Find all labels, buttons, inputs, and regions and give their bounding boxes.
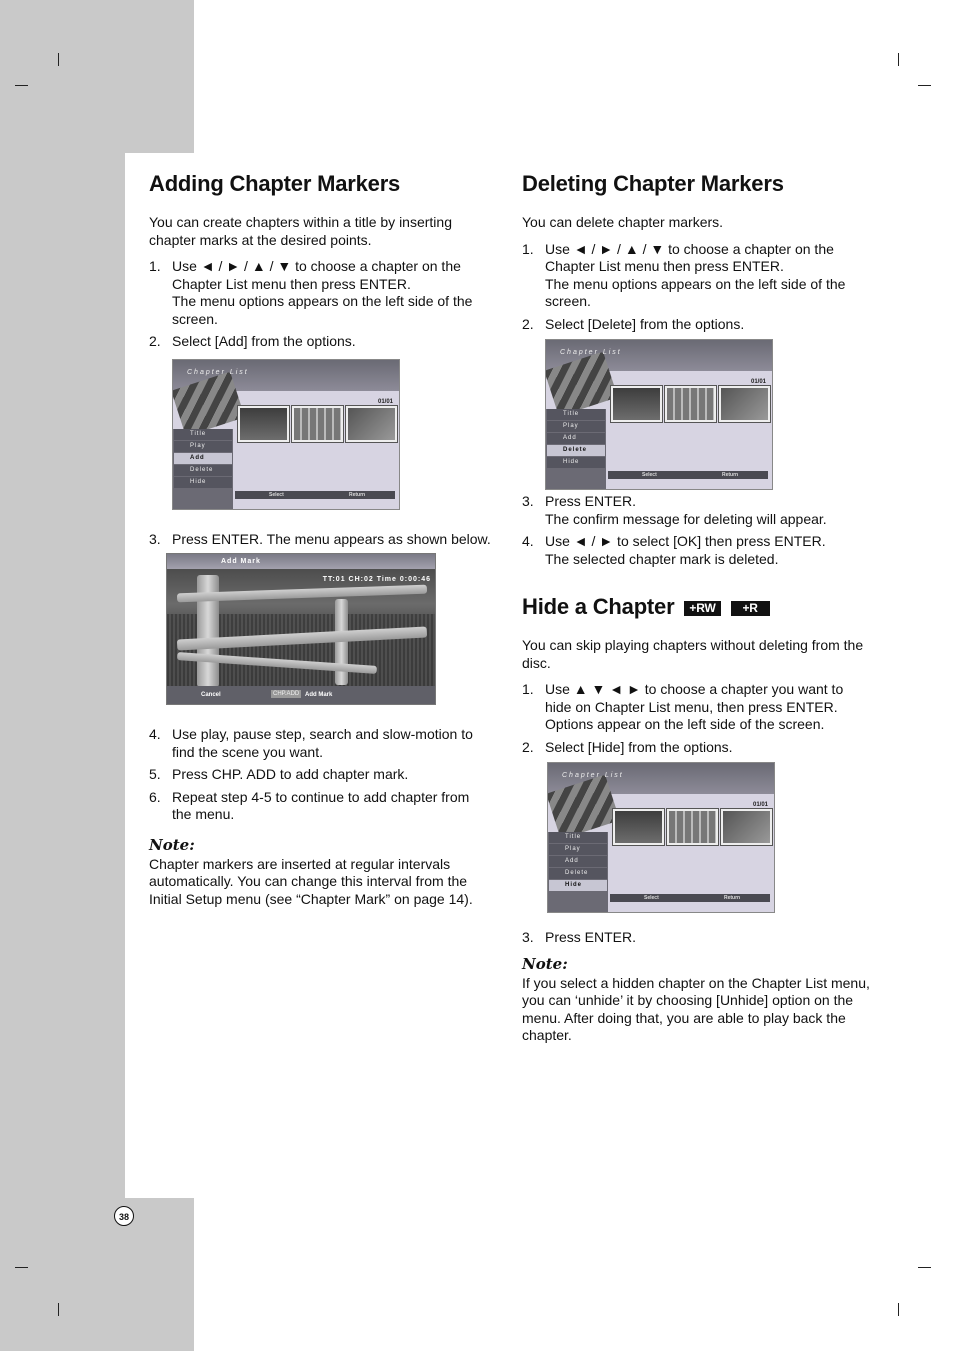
deleting-steps <box>522 241 872 334</box>
deleting-chapter-markers-heading: Deleting Chapter Markers <box>522 171 784 196</box>
crop-mark <box>58 1303 59 1316</box>
chapter-thumbnail <box>719 386 770 422</box>
chapter-thumbnail <box>611 386 662 422</box>
note-heading: Note: <box>522 954 568 973</box>
hide-intro: You can skip playing chapters without deleting from the disc. <box>522 637 864 671</box>
step-item: 1. Use ◄ / ► / ▲ / ▼ to choose a chapter on the Chapter List menu then press ENTER. The menu options appears on the left side of the screen. <box>149 258 473 327</box>
add-mark-control-bar: Cancel CHP.ADD Add Mark <box>167 686 435 704</box>
menu-item-add: Add <box>547 433 605 444</box>
menu-item-play: Play <box>549 844 607 855</box>
step-item: 2. Select [Hide] from the options. <box>522 738 733 755</box>
step-item: 1. Use ▲ ▼ ◄ ► to choose a chapter you want to hide on Chapter List menu, then press ENTER. Options appear on the left side of the screen. <box>522 681 844 732</box>
badge-r: +R <box>731 601 770 616</box>
hide-steps <box>522 681 872 756</box>
note-text: If you select a hidden chapter on the Chapter List menu, you can ‘unhide’ it by choosing [Unhide] option on the menu. After doing that, you are able to play back the chapter. <box>522 974 870 1043</box>
menu-item-hide: Hide <box>174 477 232 488</box>
menu-item-hide: Hide <box>547 457 605 468</box>
right-column <box>522 168 872 1054</box>
adding-steps-continued <box>149 531 491 549</box>
crop-mark <box>15 1267 28 1268</box>
menu-item-play: Play <box>174 441 232 452</box>
margin-panel-top <box>0 0 194 153</box>
menu-item-add: Add <box>174 453 232 464</box>
menu-item-delete: Delete <box>174 465 232 476</box>
adding-steps-final <box>149 726 491 824</box>
step-item: 3. Press ENTER. The menu appears as shown below. <box>149 530 491 547</box>
step-item: 2. Select [Delete] from the options. <box>522 315 745 332</box>
step-item: 3. Press ENTER. The confirm message for deleting will appear. <box>522 493 827 527</box>
chapter-list-screenshot-add: Chapter List 01/01 Title Play Add Delete Hide Select Return <box>172 359 400 510</box>
crop-mark <box>15 85 28 86</box>
menu-item-delete: Delete <box>547 445 605 456</box>
chapter-thumbnail <box>721 809 772 845</box>
options-menu <box>547 409 605 469</box>
add-mark-screenshot: Add Mark TT:01 CH:02 Time 0:00:46 Cancel CHP.ADD Add Mark <box>166 553 436 705</box>
menu-item-add: Add <box>549 856 607 867</box>
options-menu <box>174 429 232 489</box>
step-item: 2. Select [Add] from the options. <box>149 333 356 349</box>
chapter-thumbnail <box>346 406 397 442</box>
crop-mark <box>58 53 59 66</box>
crop-mark <box>918 1267 931 1268</box>
control-bar: Select Return <box>608 471 768 479</box>
adding-steps <box>149 258 491 351</box>
step-item: 6. Repeat step 4-5 to continue to add chapter from the menu. <box>149 788 470 822</box>
margin-panel-bottom <box>0 1198 194 1351</box>
page-number: 38 <box>114 1206 134 1226</box>
note-heading: Note: <box>149 835 195 854</box>
crop-mark <box>898 1303 899 1316</box>
adding-intro: You can create chapters within a title by inserting chapter marks at the desired points. <box>149 214 452 248</box>
crop-mark <box>898 53 899 66</box>
hide-a-chapter-heading: Hide a Chapter +RW +R <box>522 591 872 623</box>
menu-item-title: Title <box>174 429 232 440</box>
options-menu <box>549 832 607 892</box>
margin-panel-left <box>0 153 125 1198</box>
chapter-list-screenshot-delete: Chapter List 01/01 Title Play Add Delete Hide Select Return <box>545 339 773 490</box>
badge-rw: +RW <box>684 601 720 616</box>
chapter-thumbnail <box>665 386 716 422</box>
hide-steps-continued <box>522 929 872 947</box>
menu-item-play: Play <box>547 421 605 432</box>
menu-item-hide: Hide <box>549 880 607 891</box>
deleting-intro: You can delete chapter markers. <box>522 214 724 230</box>
step-item: 4. Use play, pause step, search and slow-motion to find the scene you want. <box>149 726 473 760</box>
control-bar: Select Return <box>235 491 395 499</box>
note-text: Chapter markers are inserted at regular intervals automatically. You can change this interval from the Initial Setup menu (see “Chapter Mark” on page 14). <box>149 855 473 907</box>
deleting-steps-continued <box>522 493 872 568</box>
step-item: 1. Use ◄ / ► / ▲ / ▼ to choose a chapter on the Chapter List menu then press ENTER. The menu options appears on the left side of the screen. <box>522 240 846 309</box>
chapter-list-screenshot-hide: Chapter List 01/01 Title Play Add Delete Hide Select Return <box>547 762 775 913</box>
control-bar: Select Return <box>610 894 770 902</box>
chapter-thumbnail <box>292 406 343 442</box>
left-column <box>149 168 491 917</box>
adding-chapter-markers-heading: Adding Chapter Markers <box>149 171 401 196</box>
chapter-thumbnail <box>667 809 718 845</box>
step-item: 3. Press ENTER. <box>522 929 637 945</box>
menu-item-title: Title <box>547 409 605 420</box>
chapter-thumbnail <box>613 809 664 845</box>
step-item: 5. Press CHP. ADD to add chapter mark. <box>149 766 409 782</box>
step-item: 4. Use ◄ / ► to select [OK] then press ENTER. The selected chapter mark is deleted. <box>522 533 826 567</box>
chapter-thumbnail <box>238 406 289 442</box>
menu-item-title: Title <box>549 832 607 843</box>
crop-mark <box>918 85 931 86</box>
menu-item-delete: Delete <box>549 868 607 879</box>
